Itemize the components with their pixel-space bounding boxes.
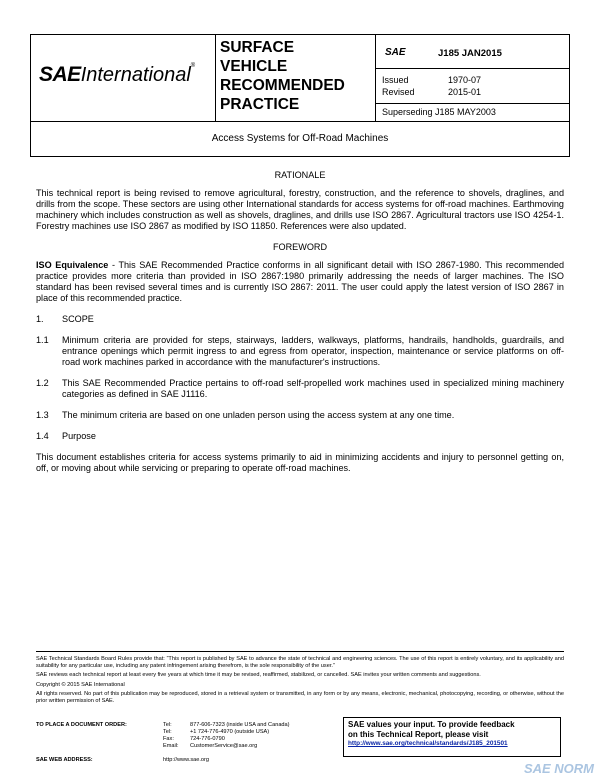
- web-address-link[interactable]: http://www.sae.org: [163, 757, 210, 763]
- sae-international-logo: [39, 63, 195, 87]
- scope-item-text: Minimum criteria are provided for steps, stairways, ladders, walkways, platforms, handrails, handholds, guardrails, and entrance openings which permit ingress to and egress from operator, inspection, maintenance or service platforms on off-road work machines parked in accordance with the manufacturer's instructions.: [62, 335, 564, 367]
- superseding-text: Superseding J185 MAY2003: [376, 103, 569, 117]
- rationale-heading: RATIONALE: [274, 170, 326, 180]
- document-id: J185 JAN2015: [438, 48, 502, 59]
- foreword-heading: FOREWORD: [272, 242, 328, 252]
- revised-value: 2015-01: [448, 87, 482, 97]
- tel-value: +1 724-776-4970 (outside USA): [190, 729, 270, 735]
- tel-label: Tel:: [163, 722, 172, 728]
- fax-value: 724-776-0790: [190, 736, 225, 742]
- web-address-label: SAE WEB ADDRESS:: [36, 757, 93, 763]
- footer-rules-text: SAE Technical Standards Board Rules provide that: “This report is published by SAE to advance the state of technical and engineering sciences. The use of this report is entirely voluntary, and its applicability and suitability for any particular use, including any patent infringement arising therefrom, is the sole responsibility of the user.”: [36, 656, 564, 669]
- iso-equivalence-lead: ISO Equivalence: [36, 260, 109, 270]
- feedback-line: SAE values your input. To provide feedback: [348, 720, 515, 729]
- doc-id-row: [376, 35, 569, 69]
- scope-item-number: 1.3: [36, 410, 49, 420]
- footer-copyright: Copyright © 2015 SAE International: [36, 681, 125, 688]
- document-title: Access Systems for Off-Road Machines: [30, 121, 570, 157]
- logo-international: International: [80, 64, 191, 86]
- tel-value: 877-606-7323 (inside USA and Canada): [190, 722, 290, 728]
- email-value[interactable]: CustomerService@sae.org: [190, 743, 258, 749]
- issued-value: 1970-07: [448, 75, 482, 85]
- document-info: [376, 35, 569, 121]
- document-body: [36, 170, 564, 484]
- footer-rights-text: All rights reserved. No part of this publication may be reproduced, stored in a retrieval system or transmitted, in any form or by any means, electronic, mechanical, photocopying, recording, or otherwise, without the prior written permission of SAE.: [36, 691, 564, 704]
- scope-heading: SCOPE: [62, 314, 94, 324]
- scope-item: [36, 431, 564, 442]
- scope-item-number: 1.2: [36, 378, 49, 388]
- logo-trademark: ®: [190, 63, 196, 69]
- scope-item: [36, 378, 564, 400]
- feedback-line: on this Technical Report, please visit: [348, 729, 489, 739]
- scope-item-text: This SAE Recommended Practice pertains to off-road self-propelled work machines used in specialized mining machinery categories as defined in SAE J1116.: [62, 378, 564, 399]
- doc-type-line: SURFACE: [220, 39, 295, 56]
- logo-cell: [31, 35, 216, 121]
- feedback-box: [343, 717, 561, 757]
- fax-label: Fax:: [163, 736, 174, 742]
- foreword-text: - This SAE Recommended Practice conforms in all significant detail with ISO 2867-1980. This recommended practice provides more criteria than provided in ISO 2867:1980 primarily addressing the needs of larger machines. The ISO standard has been revised several times and is currently ISO 2867: 2011. The user could apply the latest version of ISO 2867 in place of this recommended practice.: [36, 260, 565, 303]
- issued-label: Issued: [382, 75, 409, 85]
- sae-norm-watermark: SAE NORM: [523, 761, 594, 776]
- scope-item-number: 1.1: [36, 335, 49, 345]
- doc-type-line: PRACTICE: [220, 96, 300, 113]
- scope-item: [36, 410, 564, 421]
- foreword-paragraph: [36, 260, 564, 304]
- scope-item-number: 1.4: [36, 431, 49, 441]
- scope-item-text: Purpose: [62, 431, 96, 441]
- document-header: [30, 34, 570, 122]
- sae-mini-logo: SAE: [385, 47, 406, 58]
- document-footer: [36, 651, 564, 763]
- feedback-link[interactable]: http://www.sae.org/technical/standards/J185_201501: [348, 740, 508, 747]
- footer-review-text: SAE reviews each technical report at least every five years at which time it may be revised, reaffirmed, stabilized, or cancelled. SAE invites your written comments and suggestions.: [36, 672, 481, 679]
- purpose-text: This document establishes criteria for access systems primarily to aid in minimizing accidents and injury to personnel getting on, off, or moving about while servicing or preparing to operate off-road machines.: [36, 452, 564, 473]
- tel-label: Tel:: [163, 729, 172, 735]
- doc-type-line: VEHICLE: [220, 58, 288, 75]
- rationale-text: This technical report is being revised to remove agricultural, forestry, construction, and the reference to shovels, draglines, and drills from the scope. These sectors are using other International standards for access systems for off-road machines. Earthmoving machinery which includes construction as well as shovels, draglines, and drills use ISO 2867. Agricultural tractors use ISO 4254-1. Forestry machines use ISO 2867 as modified by ISO 11850. References were also updated.: [36, 188, 564, 231]
- scope-heading-row: [36, 314, 564, 325]
- scope-number: 1.: [36, 314, 44, 324]
- scope-item-text: The minimum criteria are based on one unladen person using the access system at any one time.: [62, 410, 455, 420]
- doc-type-line: RECOMMENDED: [220, 77, 345, 94]
- scope-item: [36, 335, 564, 368]
- document-type: [216, 35, 376, 121]
- logo-sae: SAE: [39, 63, 81, 86]
- revised-label: Revised: [382, 87, 415, 97]
- order-label: TO PLACE A DOCUMENT ORDER:: [36, 722, 127, 728]
- email-label: Email:: [163, 743, 179, 749]
